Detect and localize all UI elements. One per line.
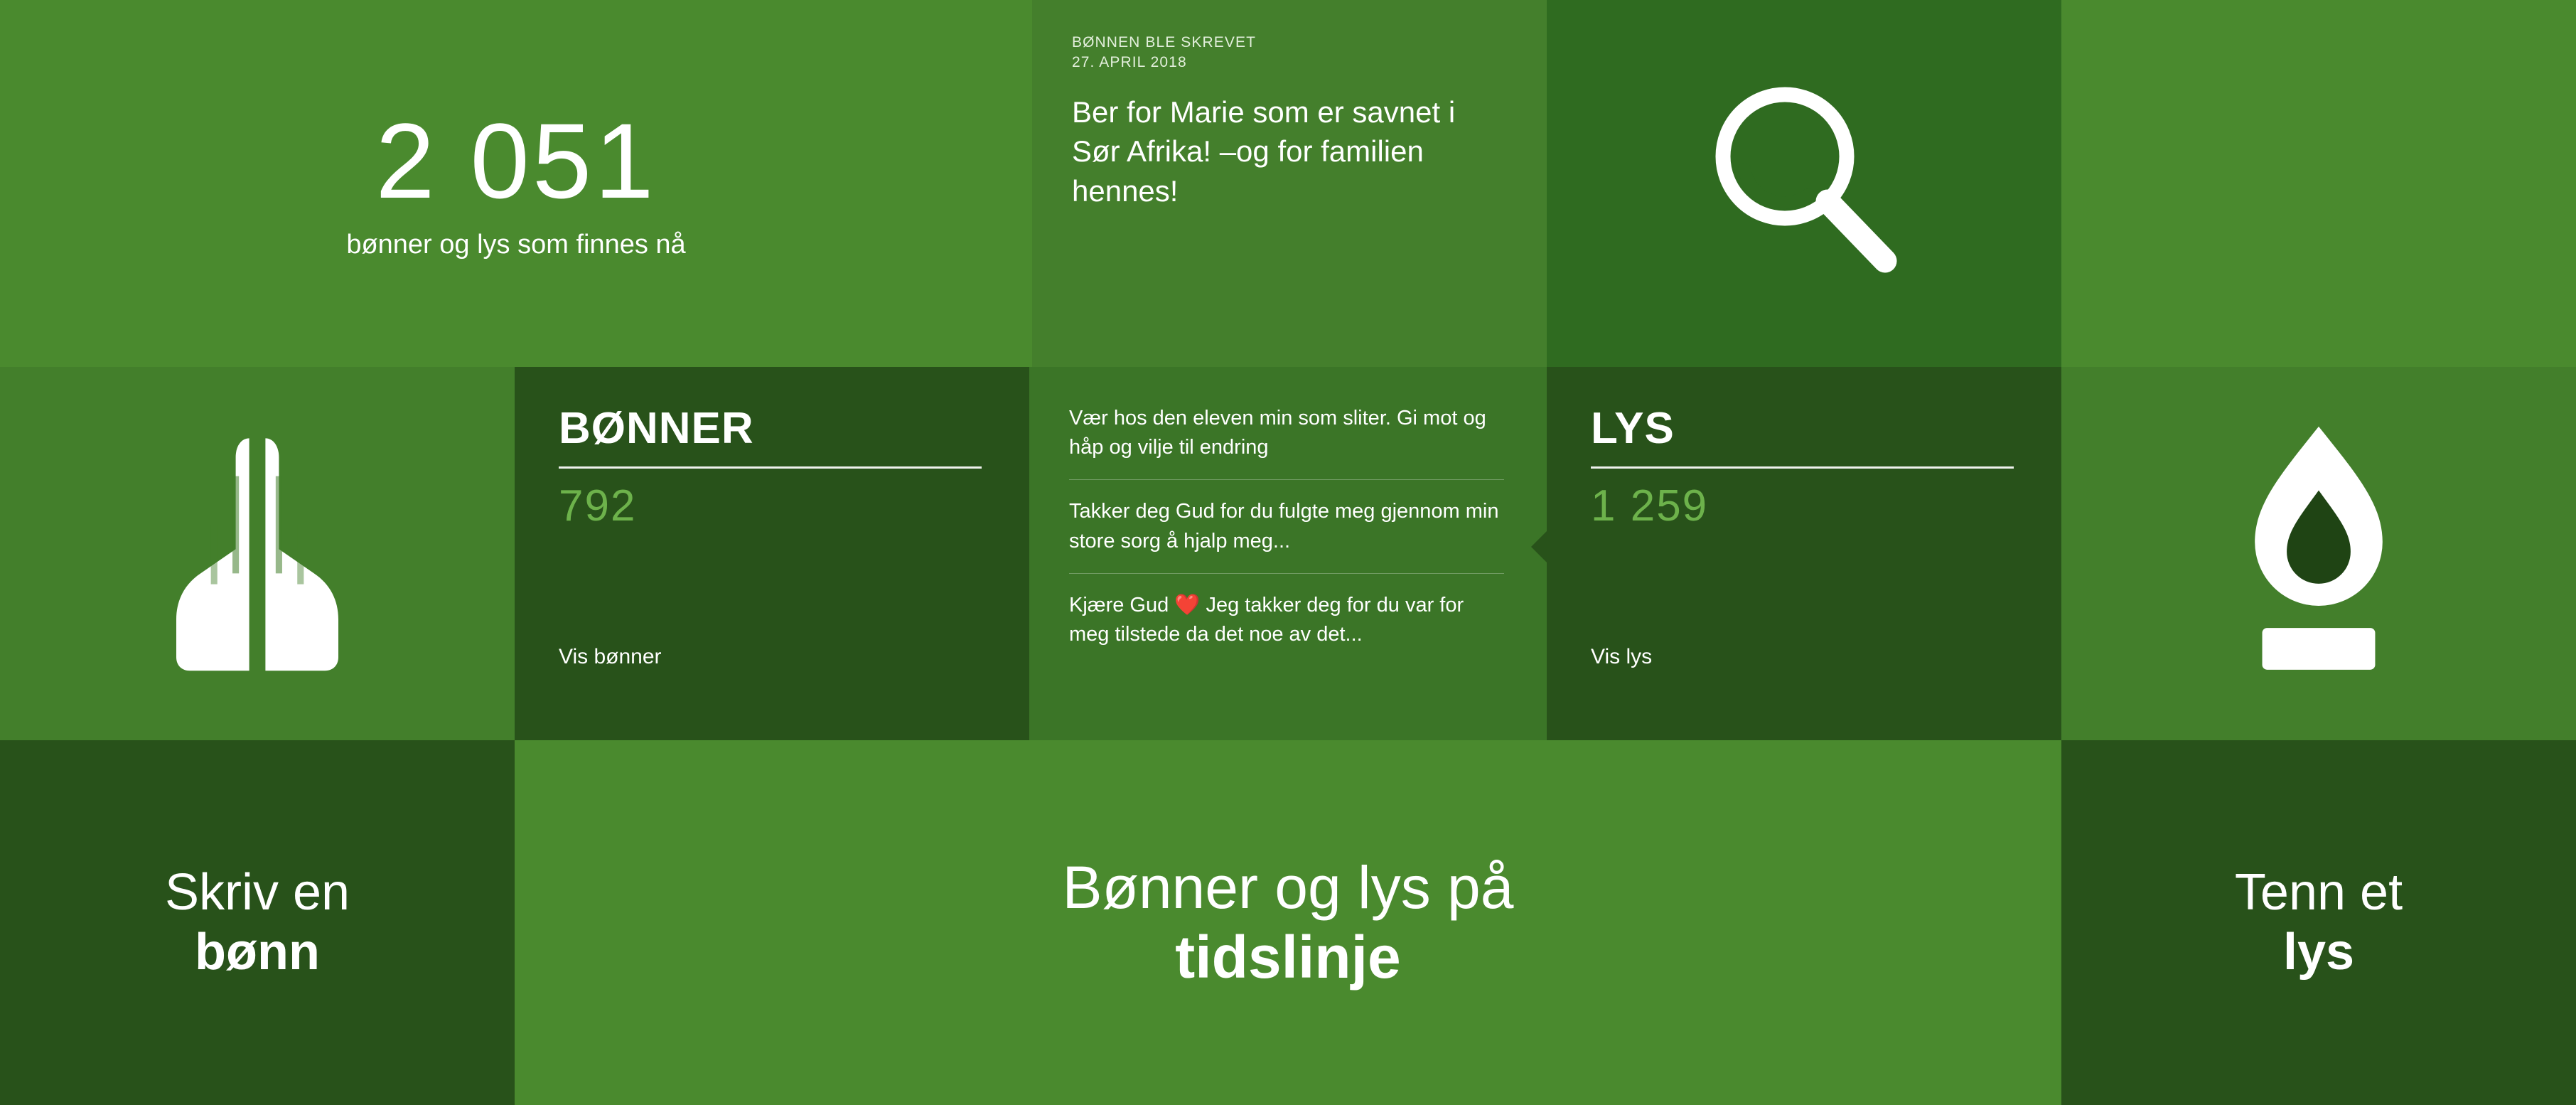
prayers-panel-title: BØNNER (559, 404, 754, 453)
counter-tile (0, 0, 1032, 367)
candles-panel-rule (1591, 466, 2014, 469)
counter-number: 2 051 (375, 100, 657, 220)
candles-panel-title: LYS (1591, 404, 1675, 453)
prayers-panel[interactable] (515, 367, 1029, 740)
list-item[interactable]: Kjære Gud ❤️ Jeg takker deg for du var for meg tilstede da det noe av det... (1069, 593, 1464, 646)
prayers-panel-count: 792 (559, 481, 637, 530)
prayer-feed[interactable] (1029, 367, 1547, 740)
candle-tile (2061, 367, 2576, 740)
write-prayer-cta-text (165, 863, 350, 982)
candles-panel-pointer (1531, 531, 1547, 562)
write-prayer-cta-line1: Skriv en (164, 863, 350, 921)
featured-prayer-text: Ber for Marie som er savnet i Sør Afrika! –og for familien hennes! (1072, 95, 1456, 208)
timeline-cta[interactable] (515, 740, 2061, 1105)
candles-panel[interactable] (1547, 367, 2061, 740)
show-prayers-link[interactable]: Vis bønner (559, 645, 662, 668)
counter-content (0, 0, 1032, 367)
light-candle-cta-line2: lys (2282, 923, 2355, 981)
light-candle-cta-text (2235, 863, 2403, 982)
praying-hands-icon (122, 417, 392, 690)
light-candle-cta[interactable] (2061, 740, 2576, 1105)
candles-panel-count: 1 259 (1591, 481, 1709, 530)
show-candles-link[interactable]: Vis lys (1591, 645, 1653, 668)
featured-prayer-kicker: BØNNEN BLE SKREVET (1072, 34, 1257, 50)
list-item[interactable]: Takker deg Gud for du fulgte meg gjennom min store sorg å hjalp meg... (1069, 497, 1504, 573)
praying-hands-tile (0, 367, 515, 740)
row1-filler-tile (2061, 0, 2576, 367)
light-candle-cta-line1: Tenn et (2234, 863, 2403, 921)
timeline-cta-text (1062, 853, 1513, 992)
search-tile[interactable] (1547, 0, 2061, 367)
counter-caption: bønner og lys som finnes nå (346, 229, 686, 260)
search-icon[interactable] (1697, 75, 1911, 292)
write-prayer-cta[interactable] (0, 740, 515, 1105)
candle-flame-icon (2201, 417, 2436, 690)
timeline-cta-line1: Bønner og lys på (1062, 854, 1514, 922)
timeline-cta-line2: tidslinje (1175, 923, 1401, 991)
list-item[interactable]: Vær hos den eleven min som sliter. Gi mot og håp og vilje til endring (1069, 404, 1504, 480)
prayers-panel-rule (559, 466, 982, 469)
featured-prayer-tile[interactable] (1032, 0, 1547, 367)
write-prayer-cta-line2: bønn (195, 923, 320, 981)
featured-prayer-date: 27. APRIL 2018 (1072, 53, 1187, 70)
